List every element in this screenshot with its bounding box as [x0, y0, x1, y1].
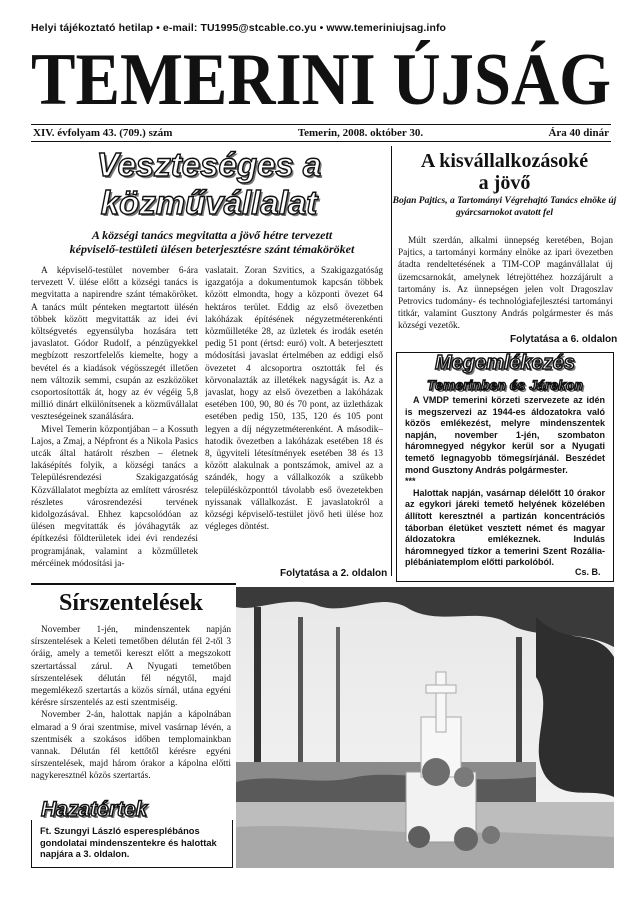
- photo-flowers: [454, 827, 478, 851]
- consecration-body: [31, 624, 231, 794]
- side-paragraph: Múlt szerdán, alkalmi ünnepség keretében, Bojan Pajtics, a tartományi kormány elnöke az ipari övezetben átadta rendeltetésének a TIM-COP magánvállalat új üzemcsarnokát, amelynek létrejöttéhez hozzájárult a tartomány is. Az ünnepségen jelen volt Dragoszlav Petrovics tudomány- és technológiafejlesztési tartományi titkár, valamint Gusztony András polgármester és más községi vezetők.: [398, 236, 613, 331]
- issue-bar: [31, 124, 611, 142]
- lead-subheadline-line2: képviselő-testületi ülésen beterjesztésre szánt témaköröket: [69, 242, 355, 256]
- side-headline-line2: a jövő: [478, 172, 531, 194]
- masthead-title: TEMERINI ÚJSÁG: [31, 39, 611, 116]
- memorial-separator: ***: [405, 476, 416, 487]
- memorial-subtitle: Temerinben és Járekon: [427, 377, 583, 393]
- section-divider: [31, 583, 236, 585]
- memorial-signature: Cs. B.: [575, 567, 601, 577]
- memorial-paragraph: A VMDP temerini körzeti szervezete az idén is megszervezi az 1944-es áldozatokra való közös emlékezést, melyre mindenszentek napján, november 1-jén, szombaton háromnegyed négykor kerül sor a Nyugati temető legnagyobb tömegsírjánál. Beszédet mond Gusztony András polgármester.: [405, 395, 605, 475]
- side-subheadline: Bojan Pajtics, a Tartományi Végrehajtó Tanács elnöke új gyárcsarnokot avatott fel: [392, 196, 617, 218]
- cemetery-photo: [236, 587, 614, 868]
- side-headline-line1: A kisvállalkozásoké: [420, 150, 589, 172]
- photo-flowers: [482, 826, 500, 844]
- issue-date: Temerin, 2008. október 30.: [297, 127, 424, 139]
- photo-wreath: [454, 767, 474, 787]
- returned-title: Hazatértek: [41, 798, 148, 821]
- photo-cross-horizontal: [426, 685, 456, 693]
- side-headline: [392, 150, 617, 194]
- lead-headline-line2: közművállalat: [100, 184, 318, 221]
- lead-subheadline: [32, 228, 392, 256]
- lead-paragraph: Mivel Temerin központjában – a Kossuth Lajos, a Zmaj, a Népfront és a Nikola Pasics utcák által határolt részben – életnek lakásépítés folyik, a községi tanács a Településrendezési Szakigazgatóság Közvállalatot megbízta az említett városrész részletes városrendezési tervének kidolgozásával. Ehhez kapcsolódóan az ülésen megvitatták és jóváhagyták az építkezési földterületek idei évi rendezési programjának, valamint a közműlletek mércéinek módosítási ja-: [31, 424, 198, 569]
- side-body: [398, 235, 613, 331]
- issue-number: XIV. évfolyam 43. (709.) szám: [33, 127, 173, 139]
- lead-headline-line1: Veszteséges a: [96, 146, 322, 183]
- consecration-paragraph: November 2-án, halottak napján a kápolnában elmarad a 9 órai szentmise, mivel vasárnap lévén, a szentmisék a szokásos időben templomainkban vannak. Délután fél kettőtől kérésre egyéni sírszentelések, majd három órakor a kápolna előtti nagykeresztnél közös szertartás.: [31, 710, 231, 782]
- photo-wreath: [422, 758, 450, 786]
- lead-paragraph: A képviselő-testület november 6-ára tervezett V. ülése előtt a községi tanács is megvitatta a napirendre szánt témaköröket. A tanács múlt pénteken megtartott ülésén többek között megvitatták az idei évi költségvetés egyensúlyba hozására tett javaslatot. Gódor Rudolf, a pénzügyekkel megbízott reszortfelelős kiemelte, hogy a bevétel és a kiadások végösszegét illetően nem változik semmi, csupán az eszközöket csoportosították át, hogy az év végéig 5,8 millió dinárt elkülönítsenek a közművállalat veszteségeinek szanálására.: [31, 266, 198, 423]
- side-continuation: Folytatása a 6. oldalon: [510, 334, 618, 345]
- lead-continuation: Folytatása a 2. oldalon: [280, 568, 388, 579]
- masthead-info-line: Helyi tájékoztató hetilap • e-mail: TU1995@stcable.co.yu • www.temeriniujsag.info: [31, 22, 447, 34]
- memorial-title: Megemlékezés: [434, 352, 576, 374]
- memorial-paragraph: Halottak napján, vasárnap délelőtt 10 órakor az egykori járeki temető helyének közelében állított keresztnél a partizán koncentrációs táborban életüket vesztett német és magyar áldozatokra emlékeznek. Indulás háromnegyed tízkor a temerini Szent Rozália-plébániatemplom előtti parkolóból.: [405, 487, 605, 568]
- returned-text: Ft. Szungyi László esperesplébános gondolatai mindenszentekre és halottak napjára a 3. oldalon.: [40, 826, 217, 859]
- masthead-logo: [26, 38, 616, 116]
- consecration-headline: Sírszentelések: [59, 590, 203, 616]
- lead-column-2: [205, 265, 383, 575]
- photo-flowers: [408, 826, 430, 848]
- lead-subheadline-line1: A községi tanács megvitatta a jövő hétre tervezett: [91, 228, 333, 242]
- consecration-paragraph: November 1-jén, mindenszentek napján sírszentelések a Keleti temetőben délután fél 2-től 3 óráig, amely a temetői kereszt előtt a megszokott szertartással zárul. A Nyugati temetőben sírszentelések délután fél négytől, majd megemlékező szertartás a közös sírnál, utána egyéni kérésre sírszentelés az esti szentmiséig.: [31, 625, 231, 709]
- photo-cross-vertical: [436, 672, 446, 732]
- lead-paragraph: vaslatait. Zoran Szvitics, a Szakigazgatóság igazgatója a dokumentumok kapcsán többek között elmondta, hogy a központi övezet 64 hektáros terület. Eddig az első övezetben lakóházak építésének négyzetméterenkénti közműilletéke 28, az üzletek és irodák esetén pedig 51 pont (értsd: euró) volt. A beterjesztett módosítási javaslat értelmében az eddigi első övezetet 4 alcsoportra osztották fel és körvonalazták az illetékek nagyságát is. Az a javaslat, hogy az első övezetben a lakóházak esetében 100, 90, 80 és 70 pont, az üzletházak esetében pedig 150, 135, 120 és 105 pont legyen a díj négyzetméterenként. A második–hatodik övezetben a lakóházak esetében 18 és 8, ügyviteli létesítmények esetében 38 és 13 között alakulnak a pontszámok, amivel az a szándék, hogy a vállalkozók a szűkebb településközponttól távolabb eső övezetekben nyissanak vállalkozást. E javaslatokról a községi képviselő-testület jövő heti ülése hoz végleges döntést.: [205, 266, 383, 533]
- memorial-text: [405, 395, 605, 569]
- lead-column-1: [31, 265, 198, 585]
- issue-price: Ára 40 dinár: [548, 127, 609, 139]
